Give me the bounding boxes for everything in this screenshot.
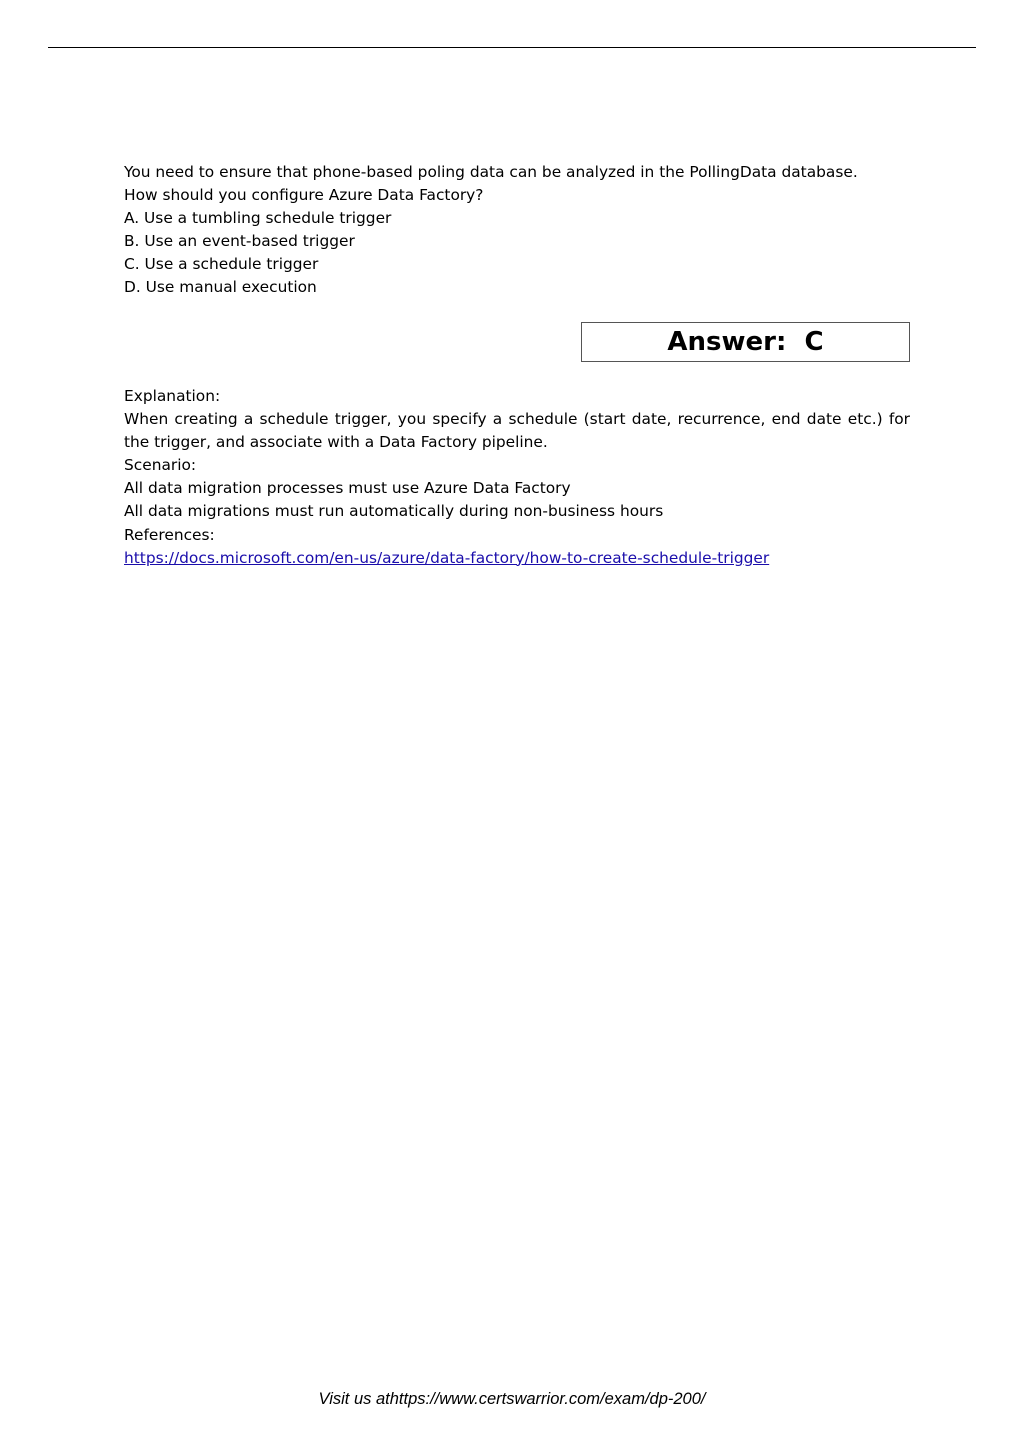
option-c: C. Use a schedule trigger (124, 255, 319, 274)
option-b: B. Use an event-based trigger (124, 232, 355, 251)
question-block (124, 161, 910, 300)
header-divider (48, 47, 976, 48)
explanation-block (124, 385, 910, 570)
scenario-item: All data migration processes must use Azure Data Factory (124, 479, 571, 498)
option-a: A. Use a tumbling schedule trigger (124, 209, 392, 228)
references-heading: References: (124, 525, 215, 544)
question-text: You need to ensure that phone-based poling data can be analyzed in the PollingData database. (124, 163, 858, 181)
question-prompt: How should you configure Azure Data Factory? (124, 186, 484, 205)
explanation-body: When creating a schedule trigger, you specify a schedule (start date, recurrence, end date etc.) for the trigger, and associate with a Data Factory pipeline. (124, 410, 910, 452)
option-d: D. Use manual execution (124, 278, 317, 297)
scenario-item: All data migrations must run automatically during non-business hours (124, 502, 664, 521)
answer-box: Answer: C (581, 322, 910, 362)
footer-text: Visit us athttps://www.certswarrior.com/exam/dp-200/ (318, 1390, 706, 1408)
reference-link[interactable]: https://docs.microsoft.com/en-us/azure/data-factory/how-to-create-schedule-trigger (124, 548, 770, 567)
scenario-heading: Scenario: (124, 456, 197, 475)
explanation-heading: Explanation: (124, 387, 221, 405)
